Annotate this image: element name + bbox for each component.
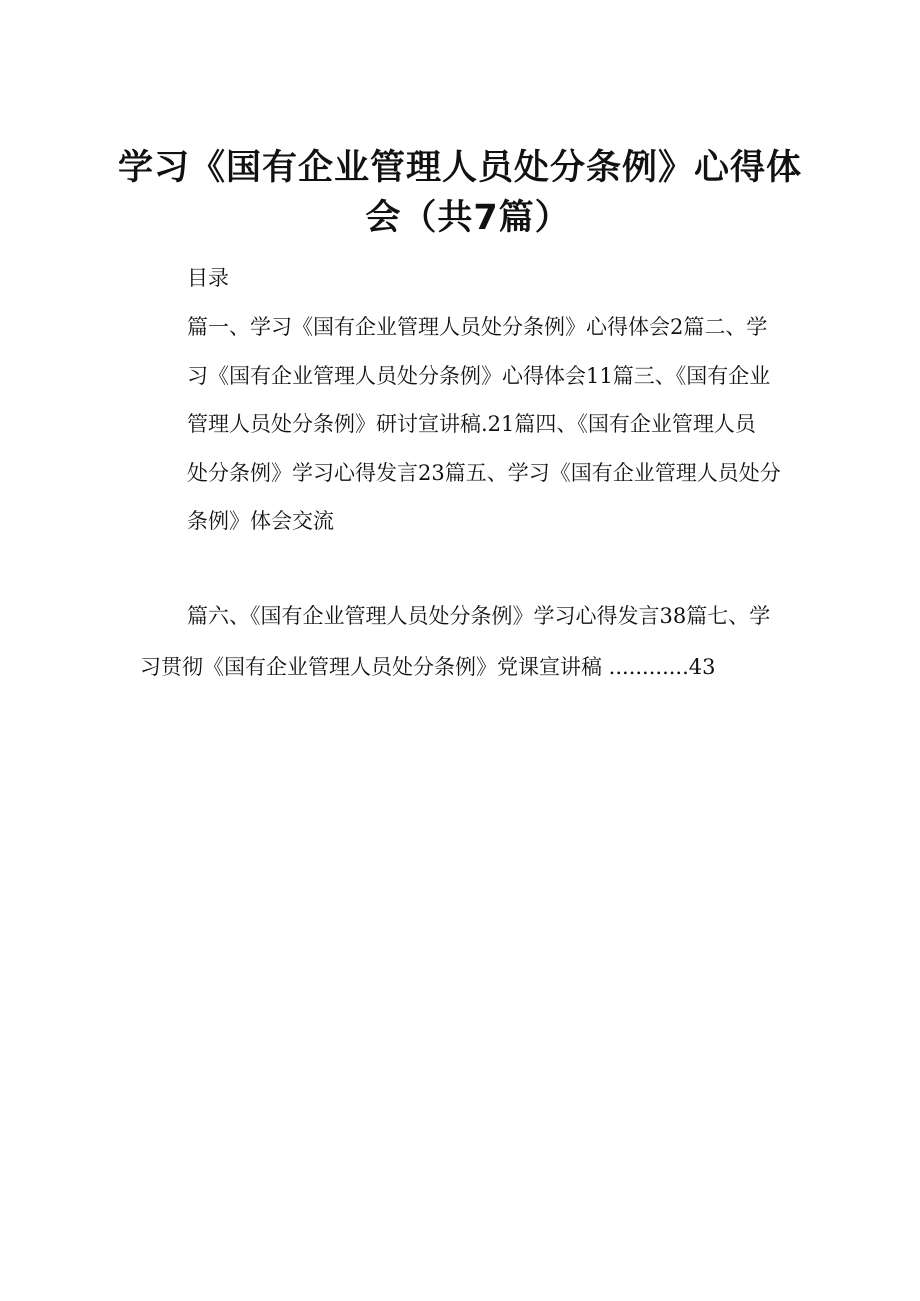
toc-line: 条例》体会交流	[187, 509, 334, 533]
toc-line: 处分条例》学习心得发言23篇五、学习《国有企业管理人员处分	[187, 461, 781, 485]
toc-line: 篇一、学习《国有企业管理人员处分条例》心得体会2篇二、学	[187, 315, 768, 339]
toc-line: 习贯彻《国有企业管理人员处分条例》党课宣讲稿 ............43	[140, 655, 716, 679]
toc-line: 习《国有企业管理人员处分条例》心得体会11篇三、《国有企业	[187, 364, 771, 388]
toc-line: 管理人员处分条例》研讨宣讲稿.21篇四、《国有企业管理人员	[187, 412, 756, 436]
title-line-2: 会（共7篇）	[365, 198, 571, 238]
title-line-1: 学习《国有企业管理人员处分条例》心得体	[117, 148, 802, 188]
toc-heading: 目录	[187, 266, 229, 290]
toc-line: 篇六、《国有企业管理人员处分条例》学习心得发言38篇七、学	[187, 604, 771, 628]
